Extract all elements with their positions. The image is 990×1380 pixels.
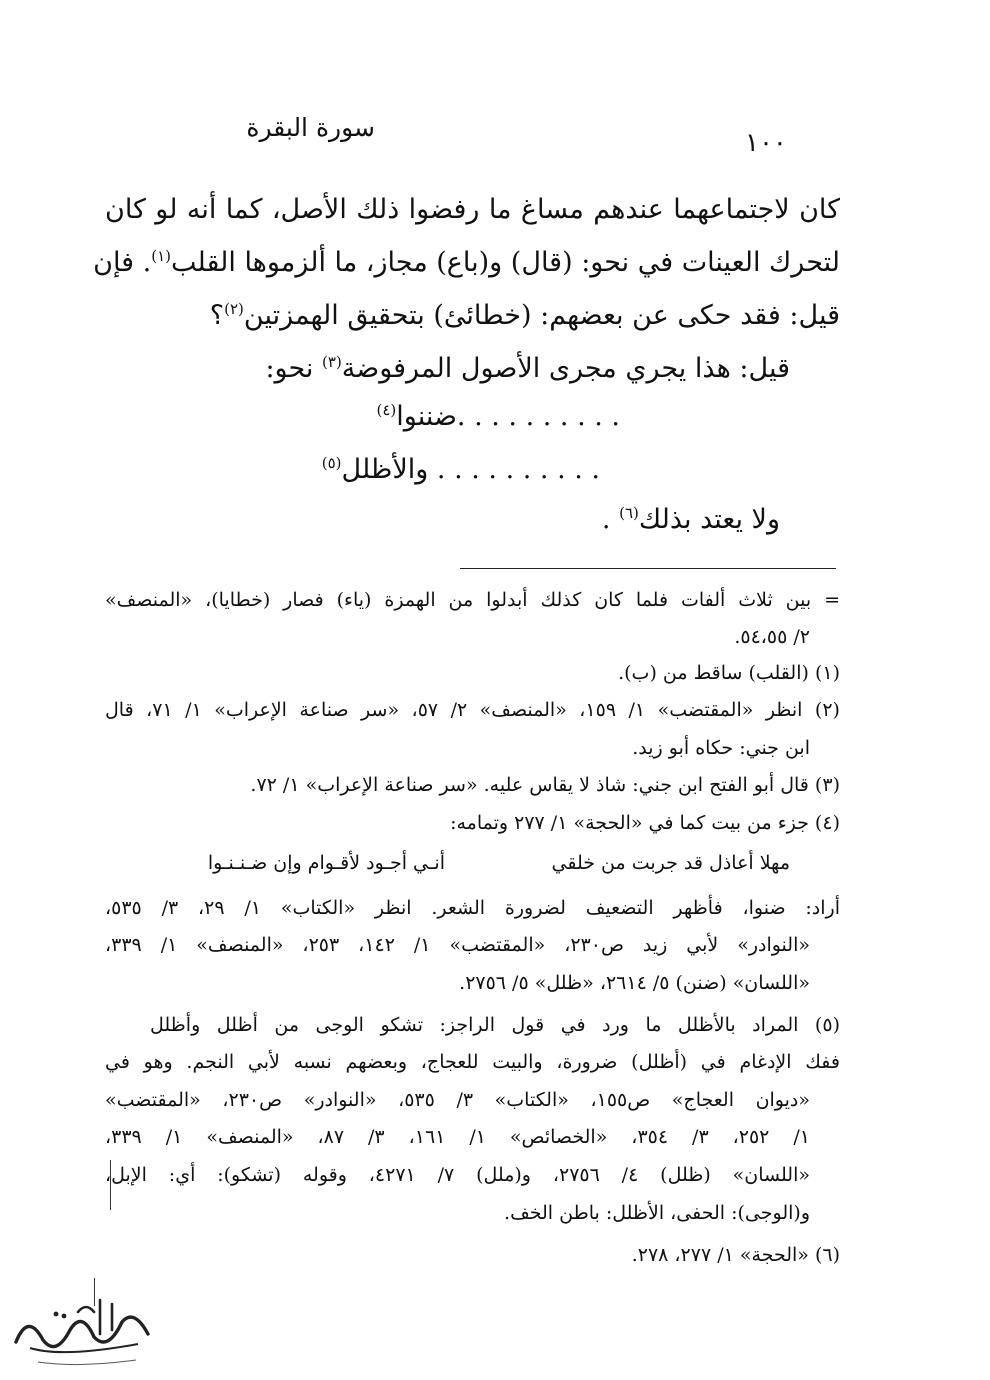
footnote-2: (٢) انظر «المقتضب» ١/ ١٥٩، «المنصف» ٢/ ٥٧، «سر صناعة الإعراب» ١/ ٧١، قال bbox=[105, 699, 840, 721]
footnote-6: (٦) «الحجة» ١/ ٢٧٧، ٢٧٨. bbox=[631, 1244, 840, 1266]
main-text-line: كان لاجتماعهما عندهم مساغ ما رفضوا ذلك الأصل، كما أنه لو كان bbox=[105, 194, 840, 225]
footnote-4-cont: «النوادر» لأبي زيد ص٢٣٠، «المقتضب» ١/ ١٤٢، ٢٥٣، «المنصف» ١/ ٣٣٩، bbox=[105, 934, 810, 956]
footnote-3: (٣) قال أبو الفتح ابن جني: شاذ لا يقاس عليه. «سر صناعة الإعراب» ١/ ٧٢. bbox=[250, 774, 840, 796]
footnote-line: = بين ثلاث ألفات فلما كان كذلك أبدلوا من الهمزة (ياء) فصار (خطايا)، «المنصف» bbox=[105, 589, 840, 611]
footnote-ref: (٥) bbox=[321, 454, 342, 472]
footnote-5-cont: «ديوان العجاج» ص١٥٥، «الكتاب» ٣/ ٥٣٥، «النوادر» ص٢٣٠، «المقتضب» bbox=[105, 1089, 810, 1111]
verse-fragment: . . . . . . . . . .ضننوا$^{(٤)}$ bbox=[376, 401, 620, 432]
footnote-4: (٤) جزء من بيت كما في «الحجة» ١/ ٢٧٧ وتمامه: bbox=[450, 812, 840, 834]
surah-title: سورة البقرة bbox=[246, 113, 375, 142]
footnote-1: (١) (القلب) ساقط من (ب). bbox=[618, 662, 840, 684]
verse-second-hemistich: أنـي أجـود لأقـوام وإن ضـنـنـوا bbox=[207, 852, 445, 874]
publisher-logo bbox=[8, 1282, 158, 1370]
footnote-5: (٥) المراد بالأظلل ما ورد في قول الراجز: تشكو الوجى من أظلل وأظلل bbox=[150, 1014, 840, 1036]
footnote-2-cont: ابن جني: حكاه أبو زيد. bbox=[632, 737, 810, 759]
main-text-line: لتحرك العينات في نحو: (قال) و(باع) مجاز، ما ألزموها القلب$^{(١)}$. فإن bbox=[93, 247, 840, 278]
margin-mark bbox=[110, 1160, 111, 1210]
footnote-5-cont: ففك الإدغام في (أظلل) ضرورة، والبيت للعجاج، وبعضهم نسبه لأبي النجم. وهو في bbox=[105, 1051, 840, 1073]
main-text-line: قيل: هذا يجري مجرى الأصول المرفوضة$^{(٣)}$ نحو: bbox=[265, 353, 790, 384]
verse-first-hemistich: مهلا أعاذل قد جربت من خلقي bbox=[551, 852, 790, 874]
footnote-5-cont: «اللسان» (ظلل) ٤/ ٢٧٥٦، و(ملل) ٧/ ٤٢٧١، وقوله (تشكو): أي: الإبل، bbox=[105, 1164, 810, 1186]
footnote-divider bbox=[460, 568, 836, 569]
footnote-5-cont: و(الوجى): الحفى، الأظلل: باطن الخف. bbox=[504, 1202, 810, 1224]
footnote-ref: (٤) bbox=[376, 401, 397, 419]
footnote-5-cont: ١/ ٢٥٢، ٣/ ٣٥٤، «الخصائص» ١/ ١٦١، ٣/ ٨٧، «المنصف» ١/ ٣٣٩، bbox=[105, 1126, 810, 1148]
footnote-ref: (٢) bbox=[224, 300, 244, 318]
footnote-ref: (٣) bbox=[322, 353, 342, 371]
footnote-4-cont: «اللسان» (ضنن) ٥/ ٢٦١٤، «ظلل» ٥/ ٢٧٥٦. bbox=[459, 972, 810, 994]
footnote-line: ٢/ ٥٤،٥٥. bbox=[734, 626, 810, 648]
footnote-4-cont: أراد: ضنوا، فأظهر التضعيف لضرورة الشعر. انظر «الكتاب» ١/ ٢٩، ٣/ ٥٣٥، bbox=[105, 897, 840, 919]
main-text-line: ولا يعتد بذلك$^{(٦)}$ . bbox=[601, 504, 780, 535]
page-number: ١٠٠ bbox=[745, 128, 787, 158]
footnote-ref: (١) bbox=[151, 247, 172, 265]
verse-fragment: . . . . . . . . . . والأظلل$^{(٥)}$ bbox=[321, 454, 600, 485]
main-text-line: قيل: فقد حكى عن بعضهم: (خطائئ) بتحقيق الهمزتين$^{(٢)}$؟ bbox=[209, 300, 840, 331]
footnote-ref: (٦) bbox=[619, 504, 639, 522]
